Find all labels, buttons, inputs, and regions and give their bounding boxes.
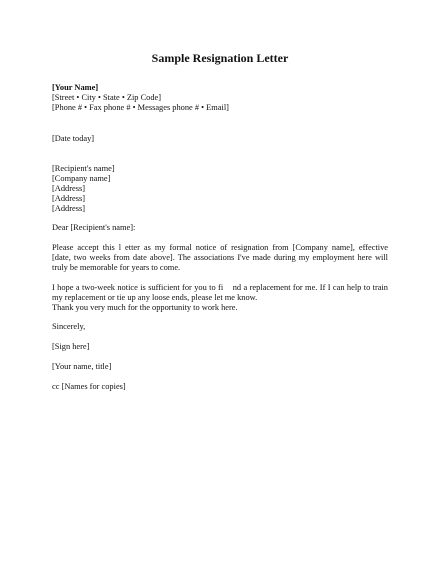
sender-block	[52, 83, 388, 113]
letter-title: Sample Resignation Letter	[151, 51, 289, 65]
date-text: [Date today]	[52, 134, 95, 143]
paragraph-line: I hope a two-week notice is sufficient for you to fi nd a replacement for me. If I can help to train	[52, 283, 388, 292]
closing-text: Sincerely,	[52, 322, 86, 331]
sender-name: [Your Name]	[52, 83, 99, 92]
salutation-text: Dear [Recipient's name]:	[52, 223, 136, 232]
recipient-company: [Company name]	[52, 173, 111, 183]
cc-text: cc [Names for copies]	[52, 382, 126, 391]
paragraph-line: [date, two weeks from date above]. The associations I've made during my employment here will	[52, 252, 388, 262]
paragraph-line: Thank you very much for the opportunity to work here.	[52, 302, 238, 312]
sender-address: [Street • City • State • Zip Code]	[52, 92, 162, 102]
recipient-block	[52, 164, 388, 214]
cc-line	[52, 382, 388, 392]
sender-contacts: [Phone # • Fax phone # • Messages phone # • Email]	[52, 102, 229, 112]
recipient-address-line: [Address]	[52, 203, 86, 213]
date-line	[52, 134, 388, 144]
salutation	[52, 223, 388, 233]
paragraph-line: my replacement or tie up any loose ends, please let me know.	[52, 292, 258, 302]
paragraph-resignation	[52, 243, 388, 273]
paragraph-notice	[52, 283, 388, 313]
closing	[52, 322, 388, 332]
recipient-name: [Recipient's name]	[52, 164, 115, 173]
signature-text: [Sign here]	[52, 342, 90, 351]
recipient-address-line: [Address]	[52, 193, 86, 203]
paragraph-line: truly be memorable for years to come.	[52, 262, 181, 272]
paragraph-line: Please accept this l etter as my formal notice of resignation from [Company name], effective	[52, 243, 388, 252]
signature-line	[52, 342, 388, 352]
recipient-address-line: [Address]	[52, 183, 86, 193]
name-title-line	[52, 362, 388, 372]
name-title-text: [Your name, title]	[52, 362, 112, 371]
